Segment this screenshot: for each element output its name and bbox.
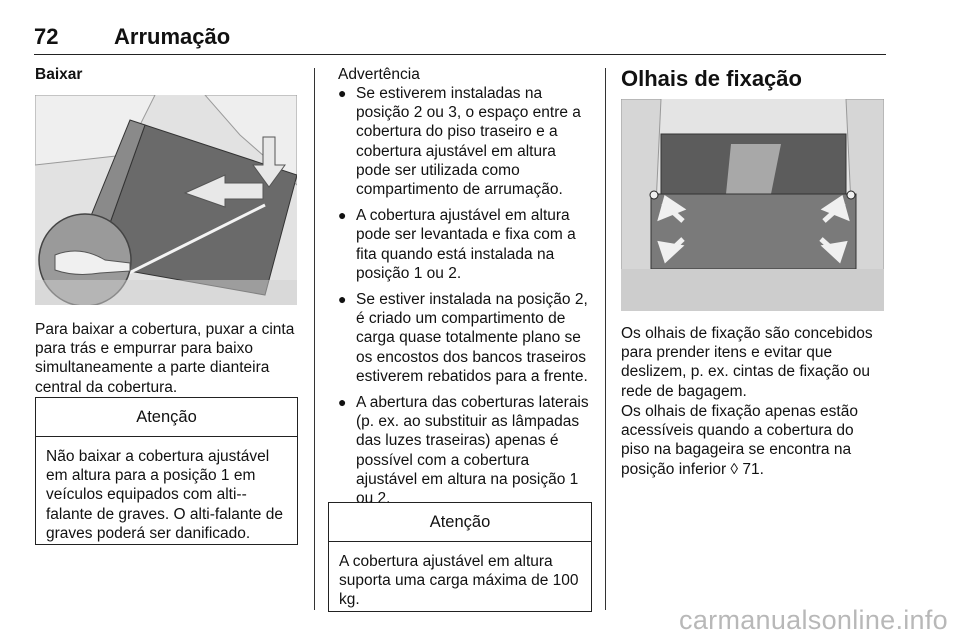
- list-item: [336, 290, 594, 386]
- bullet-icon: ●: [338, 394, 347, 411]
- advertencia-title: Advertência: [338, 66, 420, 83]
- page-number: 72: [34, 24, 59, 49]
- lashing-eyes-illustration: [621, 99, 884, 311]
- column-divider-left: [314, 68, 315, 610]
- bullet-icon: ●: [338, 85, 347, 101]
- list-item-text: A abertura das coberturas laterais (p. ex. ao substituir as lâmpadas das luzes traseiras) apenas é possível com a cobertura ajustável em altura na posição 1 ou 2.: [356, 394, 589, 508]
- notice-body-left: Não baixar a cobertura ajustável em altura para a posição 1 em veículos equipados com alti--falante de graves. O alti-falante de graves poderá ser danificado.: [46, 448, 283, 542]
- watermark: carmanualsonline.info: [679, 605, 948, 635]
- notice-box-left: [35, 397, 298, 545]
- list-item: [336, 393, 594, 508]
- list-item: [336, 84, 594, 199]
- notice-body-middle: A cobertura ajustável em altura suporta uma carga máxima de 100 kg.: [339, 553, 579, 609]
- cargo-cover-lowering-illustration: [35, 95, 297, 305]
- list-item-text: A cobertura ajustável em altura pode ser levantada e fixa com a fita quando está instalada na posição 1 ou 2.: [356, 207, 576, 282]
- bullet-icon: ●: [338, 207, 347, 224]
- section-label-baixar: Baixar: [35, 66, 83, 83]
- page-header: [34, 24, 886, 55]
- section-heading-olhais: Olhais de fixação: [621, 66, 802, 91]
- bullet-icon: ●: [338, 291, 347, 308]
- left-paragraph: Para baixar a cobertura, puxar a cinta para trás e empurrar para baixo simultaneamente a parte dianteira central da cobertura.: [35, 321, 295, 396]
- list-item-text: Se estiverem instaladas na posição 2 ou 3, o espaço entre a cobertura do piso traseiro e a cobertura ajustável em altura pode ser utilizada como compartimento de arrumação.: [356, 85, 581, 199]
- advertencia-list: [336, 84, 594, 515]
- notice-box-middle: [328, 502, 592, 612]
- list-item: [336, 206, 594, 283]
- right-paragraph-2: Os olhais de fixação apenas estão acessíveis quando a cobertura do piso na bagageira se encontra na posição inferior ◊ 71.: [621, 403, 858, 478]
- notice-title-middle: Atenção: [329, 503, 591, 542]
- right-paragraph-1: Os olhais de fixação são concebidos para prender itens e evitar que deslizem, p. ex. cintas de fixação ou rede de bagagem.: [621, 325, 873, 400]
- notice-title-left: Atenção: [36, 398, 297, 437]
- column-divider-right: [605, 68, 606, 610]
- page-title: Arrumação: [114, 24, 231, 49]
- list-item-text: Se estiver instalada na posição 2, é criado um compartimento de carga quase totalmente plano se os encostos dos bancos traseiros estiverem rebatidos para a frente.: [356, 291, 588, 385]
